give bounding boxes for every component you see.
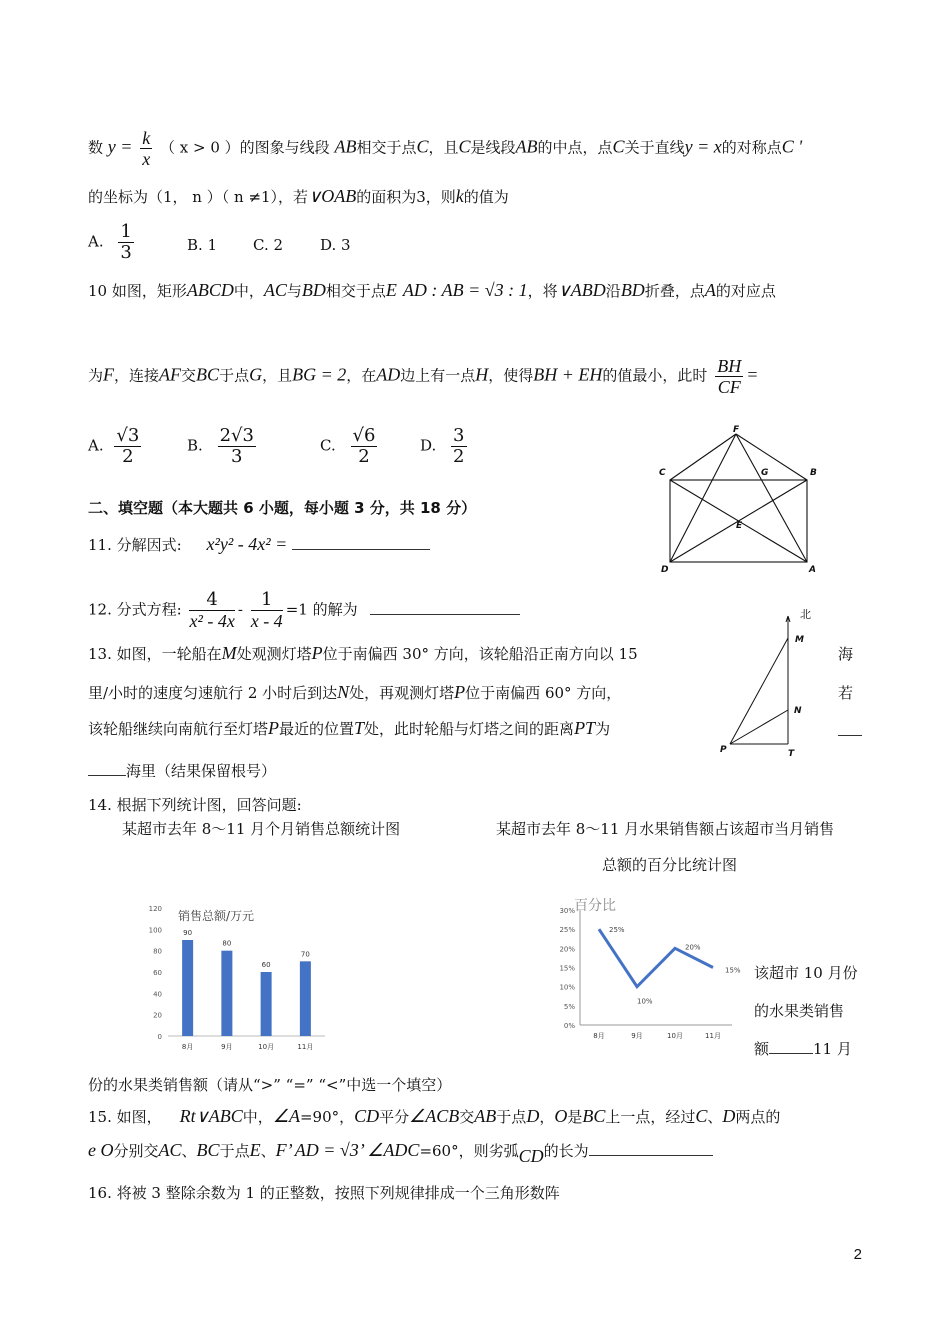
- q12-tail: =1 的解为: [285, 600, 358, 619]
- bar-chart-title: 销售总额/万元: [178, 909, 255, 923]
- q15-text: 15. 如图，: [88, 1108, 162, 1126]
- q9-k-over-x: [140, 128, 152, 169]
- q12: [88, 590, 520, 631]
- q10-text: 的值最小，此时: [602, 366, 708, 385]
- q15-text: 分别交: [113, 1142, 159, 1160]
- q10-option-d-frac: [451, 426, 466, 467]
- bar-x-tick-label: 8月: [181, 1043, 194, 1051]
- line-y-tick-label: 20%: [559, 945, 575, 954]
- q10-abcd: ABCD: [186, 280, 234, 300]
- frac-den: 2: [358, 446, 370, 467]
- q9-domain: （ x > 0 ）: [160, 138, 240, 157]
- line-x-tick-label: 11月: [705, 1032, 721, 1040]
- q10-text: ，连接: [114, 366, 160, 385]
- q15-text: 上一点，经过: [605, 1108, 696, 1126]
- q10-text: 折叠，点: [644, 282, 705, 300]
- label-m: M: [795, 635, 804, 645]
- label-e: E: [736, 521, 743, 531]
- q13-line1: [88, 643, 638, 664]
- q9-text: 的坐标为（1， n ）（ n ≠1），若: [88, 188, 309, 206]
- q15-arc-cd: CD: [518, 1146, 544, 1166]
- q10-a: A: [704, 280, 716, 300]
- q10-text: 的对应点: [715, 282, 776, 300]
- line-y-tick-label: 5%: [563, 1002, 575, 1011]
- bar-y-tick-label: 80: [153, 947, 162, 956]
- frac-den: 3: [120, 242, 132, 263]
- q10-ratio: AD : AB = √3 : 1: [402, 280, 528, 300]
- segment-fc: [670, 434, 736, 480]
- q10-line2: [88, 356, 758, 397]
- q10-text: 与: [286, 282, 302, 300]
- bar-y-tick-label: 0: [157, 1033, 162, 1041]
- q10-option-c: [320, 426, 380, 467]
- q15-text: =90°，: [299, 1108, 355, 1126]
- q9-c: C: [612, 136, 625, 157]
- q10-text: 交: [181, 366, 197, 385]
- q9-text: 的对称点: [721, 138, 782, 157]
- frac-den: x² - 4x: [189, 611, 235, 631]
- q12-text: 12. 分式方程:: [88, 600, 182, 619]
- q10-sum: BH + EH: [533, 364, 603, 385]
- label-n: N: [794, 706, 802, 716]
- segment-mp: [730, 638, 788, 744]
- bar-x-tick-label: 9月: [221, 1043, 233, 1051]
- line-x-tick-label: 8月: [593, 1032, 605, 1040]
- q10-h: H: [475, 364, 489, 385]
- q10-text: 为: [88, 366, 104, 385]
- q10-af: AF: [159, 364, 182, 385]
- segment-np: [730, 710, 788, 744]
- q15-bc: BC: [582, 1106, 606, 1126]
- q15-text: 于点: [496, 1108, 527, 1126]
- q9-option-a-frac: [118, 222, 133, 263]
- frac-den: 3: [231, 446, 243, 467]
- option-letter: B.: [187, 436, 203, 455]
- q10-option-d: [420, 426, 470, 467]
- q13-p: P: [454, 682, 466, 702]
- line-x-tick-label: 9月: [631, 1032, 643, 1040]
- q14-side-line3: [754, 1038, 852, 1059]
- q13-m: M: [221, 643, 237, 663]
- q15-o: O: [554, 1106, 568, 1126]
- q13-line3: [88, 718, 610, 739]
- bar-x-tick-label: 11月: [297, 1043, 314, 1051]
- q14-tail: 份的水果类销售额（请从“>” “=” “<”中选一个填空）: [88, 1076, 452, 1094]
- q13-text: 该轮船继续向南航行至灯塔: [88, 720, 269, 738]
- label-f: F: [733, 425, 740, 435]
- q9-ab: AB: [334, 136, 357, 157]
- label-a: A: [809, 565, 816, 574]
- label-p: P: [720, 745, 727, 755]
- q10-ad: AD: [376, 364, 401, 385]
- q14-side-text: 的水果类销售: [754, 1002, 845, 1020]
- line-y-tick-label: 0%: [563, 1022, 575, 1030]
- q13-text: 海里（结果保留根号）: [126, 762, 277, 780]
- q9-text: 的面积为3，则: [356, 188, 456, 206]
- q13-n: N: [337, 682, 350, 702]
- q16-text: 16. 将被 3 整除余数为 1 的正整数，按照下列规律排成一个三角形数阵: [88, 1184, 560, 1202]
- q12-minus: -: [237, 600, 243, 619]
- q15-triangle: Rt∨ABC: [179, 1106, 243, 1126]
- option-letter: A.: [88, 436, 104, 455]
- q9-text: 是线段: [470, 138, 516, 157]
- frac-num: 2√3: [219, 425, 254, 446]
- bar-10月: [261, 972, 272, 1036]
- q14-side-text: 11 月: [813, 1040, 852, 1058]
- q10-text: 于点: [219, 366, 250, 385]
- q15-text: 、: [707, 1108, 723, 1126]
- q10-bg: BG = 2: [292, 364, 347, 385]
- q15-ab: AB: [474, 1106, 497, 1126]
- q9-triangle: ∨OAB: [308, 186, 357, 206]
- frac-den: x - 4: [250, 611, 283, 631]
- bar-y-tick-label: 40: [153, 990, 162, 999]
- q13-navigation-figure: [712, 598, 822, 762]
- q14-answer-blank[interactable]: [769, 1053, 813, 1054]
- label-b: B: [810, 468, 817, 478]
- q15-d: D: [526, 1106, 540, 1126]
- bar-y-tick-label: 120: [148, 905, 162, 913]
- label-c: C: [659, 468, 666, 478]
- q15-answer-blank[interactable]: [589, 1155, 713, 1156]
- q10-line1: [88, 280, 776, 301]
- sales-bar-chart: [140, 898, 340, 1058]
- q15-f: F: [275, 1140, 287, 1160]
- section-heading-fill-in: 二、填空题（本大题共 6 小题，每小题 3 分，共 18 分）: [88, 499, 477, 517]
- segment-fa: [736, 434, 807, 562]
- q13-text: 位于南偏西 60° 方向，: [465, 684, 622, 702]
- frac-num: 3: [453, 425, 465, 446]
- q10-e: E: [385, 280, 397, 300]
- q15-text: 平分: [379, 1108, 410, 1126]
- q11-text: 11. 分解因式:: [88, 536, 182, 554]
- q13-text: 位于南偏西 30° 方向，该轮船沿正南方向以 15: [322, 645, 638, 663]
- q10-text: 中，: [233, 282, 264, 300]
- chart2-caption: 某超市去年 8～11 月水果销售额占该超市当月销售: [496, 820, 835, 838]
- q10-text: ，在: [346, 366, 377, 385]
- q10-ac: AC: [263, 280, 287, 300]
- q9-text: 关于直线: [624, 138, 685, 157]
- q13-line4: [88, 760, 276, 781]
- q15-text: 于点: [219, 1142, 250, 1160]
- q9-c-prime: C ': [781, 136, 803, 157]
- bar-y-tick-label: 100: [148, 926, 162, 935]
- q13-text: 处，此时轮船与灯塔之间的距离: [364, 720, 575, 738]
- q15-bc: BC: [196, 1140, 220, 1160]
- q11: [88, 534, 430, 555]
- page-number: 2: [853, 1246, 862, 1263]
- q9-k: k: [455, 186, 464, 206]
- q14-side-text: 该超市 10 月份: [754, 964, 858, 982]
- line-y-tick-label: 25%: [559, 926, 575, 935]
- q11-expression: x²y² - 4x² =: [206, 534, 288, 554]
- q13-p: P: [268, 718, 280, 738]
- q15-text: 的长为: [543, 1142, 589, 1160]
- q10-text: 10 如图，矩形: [88, 282, 187, 300]
- frac-num: 4: [189, 590, 234, 611]
- frac-den: 2: [453, 446, 465, 467]
- q10-bd: BD: [301, 280, 326, 300]
- bar-value-label: 90: [183, 929, 193, 937]
- q12-frac1: [189, 590, 234, 631]
- label-g: G: [761, 468, 769, 478]
- chart2-caption: 总额的百分比统计图: [602, 856, 738, 874]
- bar-x-tick-label: 10月: [258, 1043, 275, 1051]
- north-label: 北: [800, 608, 811, 621]
- line-point-label: 20%: [685, 943, 701, 952]
- bar-value-label: 70: [300, 950, 310, 959]
- q15-line1: [88, 1106, 780, 1127]
- option-letter: D.: [420, 436, 437, 455]
- bar-8月: [182, 940, 193, 1036]
- q9-c: C: [458, 136, 471, 157]
- q15-text: =60°，则劣弧: [419, 1142, 519, 1160]
- q15-text: 、: [260, 1142, 276, 1160]
- line-point-label: 15%: [725, 966, 741, 975]
- label-t: T: [788, 749, 795, 759]
- chart1-caption: 某超市去年 8～11 月个月销售总额统计图: [122, 820, 401, 838]
- option-letter: A.: [88, 232, 104, 251]
- bar-y-tick-label: 60: [153, 969, 162, 977]
- q10-g: G: [249, 364, 263, 385]
- q10-text: ，且: [262, 366, 293, 385]
- q12-answer-blank[interactable]: [370, 614, 520, 615]
- line-y-tick-label: 15%: [559, 964, 575, 973]
- q9-text: 的图象与线段: [239, 138, 330, 157]
- q10-equals: =: [746, 364, 759, 385]
- q9-option-a: [88, 222, 137, 263]
- bar-value-label: 60: [261, 961, 271, 969]
- q9-text: ，且: [428, 138, 459, 157]
- q10-bc: BC: [196, 364, 220, 385]
- q9-line-eq: y = x: [684, 136, 722, 157]
- q10-text: 边上有一点: [400, 366, 476, 385]
- q9-option-c: C. 2: [253, 236, 284, 254]
- bar-9月: [221, 951, 232, 1036]
- q10-bd: BD: [620, 280, 645, 300]
- q15-text: 是: [567, 1108, 583, 1126]
- q14-side-text: 额: [754, 1040, 770, 1058]
- line-series: [599, 929, 713, 987]
- q11-answer-blank[interactable]: [292, 549, 430, 550]
- q10-rectangle-figure: [655, 422, 825, 574]
- q13-line2: [88, 682, 621, 703]
- frac-num: 1: [251, 590, 283, 611]
- q10-bh-over-cf: [715, 356, 743, 397]
- q15-e: E: [249, 1140, 261, 1160]
- q15-d: D: [722, 1106, 736, 1126]
- q15-c: C: [695, 1106, 708, 1126]
- q15-angle-a: ∠A: [272, 1106, 300, 1126]
- q15-line2: [88, 1140, 713, 1166]
- q13-text: 处观测灯塔: [236, 645, 312, 663]
- q15-text: 两点的: [735, 1108, 781, 1126]
- q15-cd: CD: [354, 1106, 380, 1126]
- line-y-tick-label: 10%: [559, 983, 575, 992]
- label-d: D: [661, 565, 669, 574]
- q9-text: 相交于点: [356, 138, 417, 157]
- q9-ab: AB: [515, 136, 538, 157]
- frac-den: 2: [122, 446, 134, 467]
- q10-triangle: ∨ABD: [557, 280, 606, 300]
- line-y-tick-label: 30%: [559, 907, 575, 915]
- frac-den: CF: [717, 377, 741, 397]
- frac-num: √3: [116, 425, 140, 446]
- q15-ac: AC: [158, 1140, 182, 1160]
- q15-angle-adc: ’ ∠ADC: [358, 1140, 420, 1160]
- q10-option-c-frac: [351, 426, 378, 467]
- q12-frac2: [251, 590, 283, 631]
- q15-circle-o: e O: [88, 1140, 114, 1160]
- segment-fb: [736, 434, 807, 480]
- q13-text-end: 若: [838, 684, 854, 702]
- line-point-label: 10%: [637, 997, 653, 1006]
- line-point-label: 25%: [609, 926, 625, 935]
- q10-option-b: [187, 426, 259, 467]
- q9-y: y =: [107, 136, 133, 157]
- bar-value-label: 80: [222, 939, 232, 948]
- q15-text: ，: [539, 1108, 555, 1126]
- q9-option-d: D. 3: [320, 236, 351, 254]
- q9-frac-den: x: [142, 149, 151, 169]
- q10-text: ，将: [527, 282, 558, 300]
- q13-p: P: [311, 643, 323, 663]
- frac-num: BH: [717, 356, 742, 376]
- q13-pt: PT: [574, 718, 596, 738]
- q13-answer-blank[interactable]: [88, 775, 126, 776]
- q10-text: ，使得: [488, 366, 534, 385]
- fruit-percent-line-chart: [552, 895, 742, 1055]
- q13-text: 最近的位置: [279, 720, 355, 738]
- q10-text: 相交于点: [325, 282, 386, 300]
- q13-t: T: [354, 718, 365, 738]
- q9-frac-num: k: [142, 128, 151, 148]
- q15-angle-acb: ∠ACB: [409, 1106, 460, 1126]
- option-letter: C.: [320, 436, 336, 455]
- q13-text: 里/小时的速度匀速航行 2 小时后到达: [88, 684, 338, 702]
- bar-y-tick-label: 20: [153, 1011, 162, 1020]
- q10-option-a-frac: [114, 426, 141, 467]
- q15-text: 、: [181, 1142, 197, 1160]
- line-x-tick-label: 10月: [667, 1032, 683, 1040]
- q9-text: 的值为: [463, 188, 509, 206]
- q10-text: 沿: [605, 282, 621, 300]
- q9-text: 的中点，点: [537, 138, 613, 157]
- q10-f: F: [103, 364, 115, 385]
- bar-11月: [300, 961, 311, 1036]
- q13-text: 处，再观测灯塔: [349, 684, 455, 702]
- q13-text-end: 海: [838, 645, 854, 663]
- q14-text: 14. 根据下列统计图，回答问题:: [88, 796, 302, 814]
- q15-ad: ’ AD = √3: [286, 1140, 359, 1160]
- line-chart-title: 百分比: [574, 898, 616, 914]
- q9-text: 数: [88, 138, 104, 157]
- q15-text: 交: [459, 1108, 475, 1126]
- frac-num: √6: [352, 425, 376, 446]
- frac-num: 1: [120, 221, 132, 242]
- q13-text: 为: [595, 720, 611, 738]
- q9-line1: [88, 128, 802, 169]
- q10-option-b-frac: [218, 426, 256, 467]
- q13-text: 13. 如图，一轮船在: [88, 645, 222, 663]
- q9-option-b: B. 1: [187, 236, 218, 254]
- q15-text: 中，: [242, 1108, 273, 1126]
- q9-c: C: [416, 136, 429, 157]
- q10-option-a: [88, 426, 144, 467]
- q13-answer-blank-start[interactable]: [838, 735, 862, 736]
- q9-line2: [88, 186, 509, 207]
